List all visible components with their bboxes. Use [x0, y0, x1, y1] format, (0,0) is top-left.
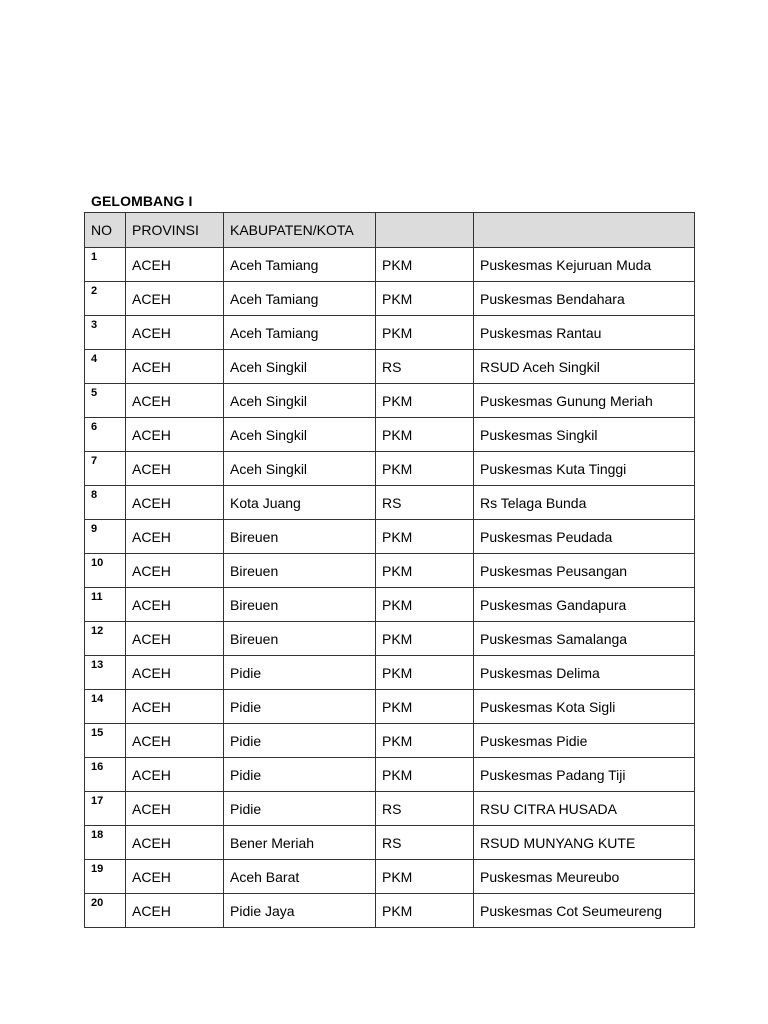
cell-type: RS: [376, 826, 474, 860]
cell-facility-name: RSU CITRA HUSADA: [474, 792, 695, 826]
cell-kabupaten-kota: Pidie: [224, 758, 376, 792]
cell-type: PKM: [376, 384, 474, 418]
cell-kabupaten-kota: Bireuen: [224, 622, 376, 656]
cell-kabupaten-kota: Aceh Singkil: [224, 350, 376, 384]
cell-facility-name: Puskesmas Peudada: [474, 520, 695, 554]
table-row: [85, 248, 695, 282]
cell-facility-name: Puskesmas Kota Sigli: [474, 690, 695, 724]
table-row: [85, 792, 695, 826]
table-row: [85, 622, 695, 656]
cell-type: RS: [376, 792, 474, 826]
table-row: [85, 894, 695, 928]
cell-no: 19: [85, 860, 126, 894]
cell-facility-name: Puskesmas Bendahara: [474, 282, 695, 316]
cell-provinsi: ACEH: [126, 792, 224, 826]
cell-provinsi: ACEH: [126, 384, 224, 418]
cell-no: 13: [85, 656, 126, 690]
cell-facility-name: Puskesmas Singkil: [474, 418, 695, 452]
cell-type: PKM: [376, 554, 474, 588]
table-body: [85, 248, 695, 928]
cell-facility-name: RSUD MUNYANG KUTE: [474, 826, 695, 860]
header-provinsi: PROVINSI: [126, 213, 224, 248]
cell-provinsi: ACEH: [126, 350, 224, 384]
cell-facility-name: Puskesmas Kuta Tinggi: [474, 452, 695, 486]
cell-kabupaten-kota: Bireuen: [224, 554, 376, 588]
cell-kabupaten-kota: Bireuen: [224, 520, 376, 554]
cell-facility-name: RSUD Aceh Singkil: [474, 350, 695, 384]
cell-provinsi: ACEH: [126, 554, 224, 588]
cell-type: PKM: [376, 316, 474, 350]
cell-facility-name: Puskesmas Cot Seumeureng: [474, 894, 695, 928]
cell-no: 7: [85, 452, 126, 486]
cell-no: 20: [85, 894, 126, 928]
table-header-row: [85, 213, 695, 248]
cell-provinsi: ACEH: [126, 656, 224, 690]
cell-type: PKM: [376, 588, 474, 622]
cell-kabupaten-kota: Pidie: [224, 656, 376, 690]
cell-no: 2: [85, 282, 126, 316]
cell-provinsi: ACEH: [126, 826, 224, 860]
cell-kabupaten-kota: Pidie: [224, 690, 376, 724]
cell-no: 3: [85, 316, 126, 350]
cell-no: 8: [85, 486, 126, 520]
cell-provinsi: ACEH: [126, 894, 224, 928]
cell-type: PKM: [376, 248, 474, 282]
cell-no: 4: [85, 350, 126, 384]
cell-type: PKM: [376, 520, 474, 554]
cell-kabupaten-kota: Aceh Barat: [224, 860, 376, 894]
cell-no: 5: [85, 384, 126, 418]
cell-provinsi: ACEH: [126, 486, 224, 520]
cell-facility-name: Puskesmas Rantau: [474, 316, 695, 350]
header-type: [376, 213, 474, 248]
cell-provinsi: ACEH: [126, 452, 224, 486]
cell-type: PKM: [376, 282, 474, 316]
cell-kabupaten-kota: Aceh Singkil: [224, 384, 376, 418]
table-row: [85, 554, 695, 588]
cell-type: PKM: [376, 724, 474, 758]
cell-no: 18: [85, 826, 126, 860]
cell-provinsi: ACEH: [126, 588, 224, 622]
cell-kabupaten-kota: Aceh Singkil: [224, 418, 376, 452]
cell-kabupaten-kota: Pidie: [224, 724, 376, 758]
table-row: [85, 486, 695, 520]
table-row: [85, 758, 695, 792]
table-row: [85, 690, 695, 724]
header-kabupaten-kota: KABUPATEN/KOTA: [224, 213, 376, 248]
cell-type: RS: [376, 486, 474, 520]
cell-provinsi: ACEH: [126, 248, 224, 282]
cell-kabupaten-kota: Aceh Tamiang: [224, 282, 376, 316]
table-row: [85, 418, 695, 452]
header-facility-name: [474, 213, 695, 248]
table-row: [85, 826, 695, 860]
cell-no: 12: [85, 622, 126, 656]
cell-type: PKM: [376, 690, 474, 724]
table-row: [85, 316, 695, 350]
cell-facility-name: Puskesmas Gandapura: [474, 588, 695, 622]
cell-no: 9: [85, 520, 126, 554]
cell-no: 1: [85, 248, 126, 282]
cell-provinsi: ACEH: [126, 690, 224, 724]
cell-provinsi: ACEH: [126, 724, 224, 758]
cell-type: PKM: [376, 622, 474, 656]
cell-provinsi: ACEH: [126, 282, 224, 316]
cell-kabupaten-kota: Kota Juang: [224, 486, 376, 520]
cell-type: PKM: [376, 758, 474, 792]
cell-no: 14: [85, 690, 126, 724]
cell-provinsi: ACEH: [126, 418, 224, 452]
cell-no: 16: [85, 758, 126, 792]
cell-facility-name: Puskesmas Gunung Meriah: [474, 384, 695, 418]
cell-no: 17: [85, 792, 126, 826]
cell-facility-name: Puskesmas Meureubo: [474, 860, 695, 894]
cell-facility-name: Puskesmas Peusangan: [474, 554, 695, 588]
table-row: [85, 860, 695, 894]
table-row: [85, 452, 695, 486]
header-no: NO: [85, 213, 126, 248]
cell-kabupaten-kota: Aceh Tamiang: [224, 316, 376, 350]
cell-no: 11: [85, 588, 126, 622]
cell-facility-name: Puskesmas Samalanga: [474, 622, 695, 656]
cell-facility-name: Rs Telaga Bunda: [474, 486, 695, 520]
cell-kabupaten-kota: Bireuen: [224, 588, 376, 622]
table-row: [85, 724, 695, 758]
cell-provinsi: ACEH: [126, 316, 224, 350]
table-row: [85, 656, 695, 690]
cell-kabupaten-kota: Aceh Tamiang: [224, 248, 376, 282]
cell-facility-name: Puskesmas Kejuruan Muda: [474, 248, 695, 282]
page-title: GELOMBANG I: [91, 193, 193, 209]
cell-type: PKM: [376, 452, 474, 486]
cell-type: PKM: [376, 860, 474, 894]
cell-kabupaten-kota: Pidie Jaya: [224, 894, 376, 928]
cell-type: RS: [376, 350, 474, 384]
cell-kabupaten-kota: Pidie: [224, 792, 376, 826]
facility-table: [84, 212, 695, 928]
table-row: [85, 588, 695, 622]
cell-kabupaten-kota: Bener Meriah: [224, 826, 376, 860]
cell-provinsi: ACEH: [126, 758, 224, 792]
table-row: [85, 384, 695, 418]
cell-facility-name: Puskesmas Pidie: [474, 724, 695, 758]
table-row: [85, 282, 695, 316]
cell-type: PKM: [376, 418, 474, 452]
cell-facility-name: Puskesmas Delima: [474, 656, 695, 690]
cell-provinsi: ACEH: [126, 622, 224, 656]
table-row: [85, 520, 695, 554]
cell-facility-name: Puskesmas Padang Tiji: [474, 758, 695, 792]
table-row: [85, 350, 695, 384]
cell-provinsi: ACEH: [126, 860, 224, 894]
cell-no: 10: [85, 554, 126, 588]
cell-no: 15: [85, 724, 126, 758]
cell-provinsi: ACEH: [126, 520, 224, 554]
cell-no: 6: [85, 418, 126, 452]
cell-type: PKM: [376, 894, 474, 928]
cell-type: PKM: [376, 656, 474, 690]
cell-kabupaten-kota: Aceh Singkil: [224, 452, 376, 486]
